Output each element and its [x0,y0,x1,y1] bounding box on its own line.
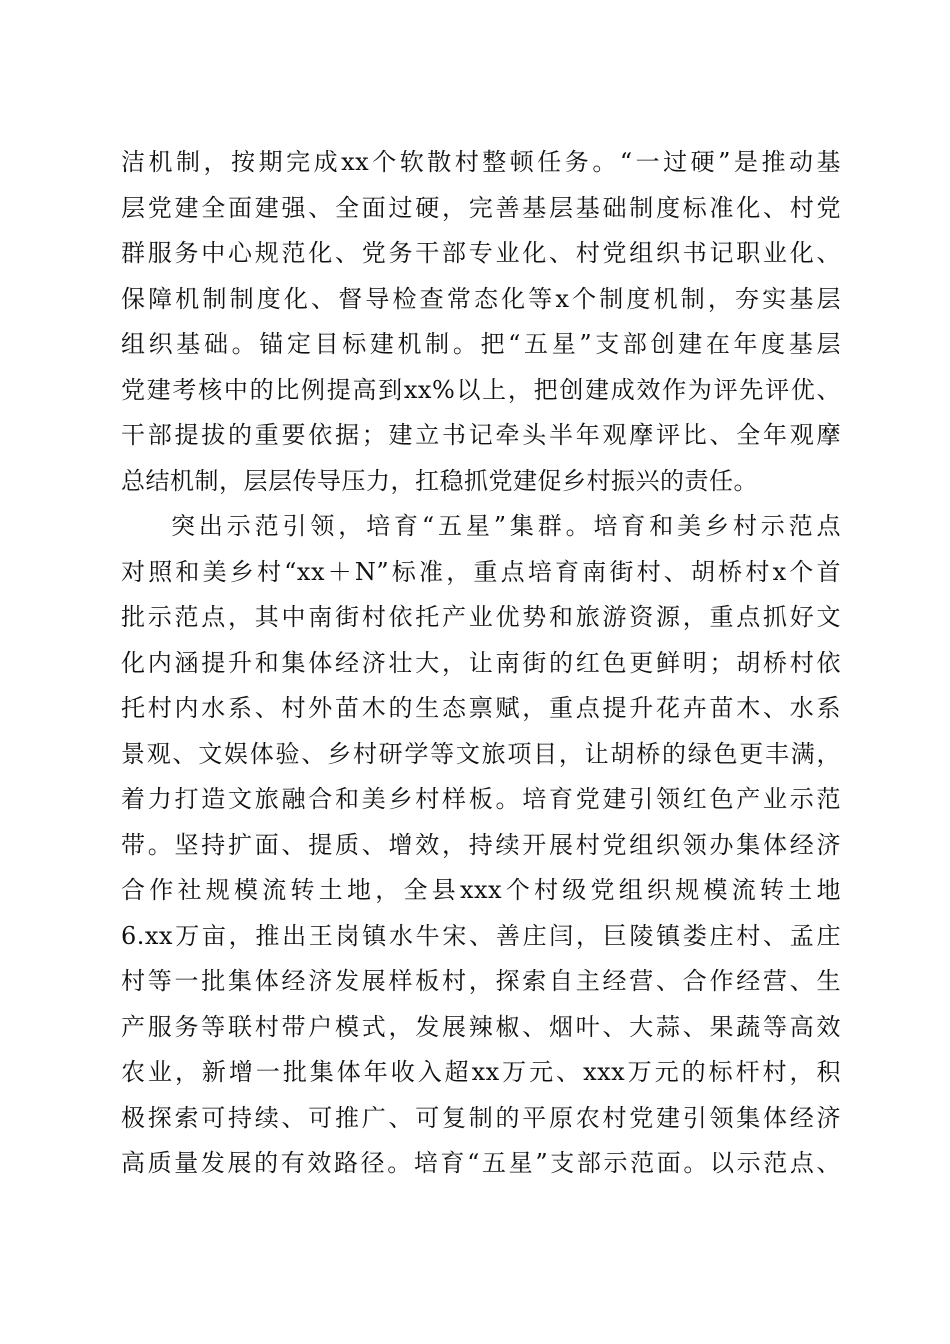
paragraph-2 [121,504,841,1187]
text-line: 6.xx万亩，推出王岗镇水牛宋、善庄闫，巨陵镇娄庄村、孟庄 [121,921,841,950]
text-line: 群服务中心规范化、党务干部专业化、村党组织书记职业化、 [121,239,841,267]
text-line: 党建考核中的比例提高到xx%以上，把创建成效作为评先评优、 [121,375,841,404]
text-line: 总结机制，层层传导压力，扛稳抓党建促乡村振兴的责任。 [121,466,758,495]
document-body [121,140,841,1187]
text-line: 突出示范引领，培育“五星”集群。培育和美乡村示范点 [171,512,841,540]
text-line: 极探索可持续、可推广、可复制的平原农村党建引领集体经济 [121,1103,841,1132]
text-line: 化内涵提升和集体经济壮大，让南街的红色更鲜明；胡桥村依 [121,648,841,677]
text-line: 产服务等联村带户模式，发展辣椒、烟叶、大蒜、果蔬等高效 [121,1012,841,1041]
text-line: 村等一批集体经济发展样板村，探索自主经营、合作经营、生 [121,967,841,995]
text-line: 层党建全面建强、全面过硬，完善基层基础制度标准化、村党 [121,193,841,222]
text-line: 高质量发展的有效路径。培育“五星”支部示范面。以示范点、 [121,1149,841,1177]
paragraph-1 [121,140,841,504]
text-line: 农业，新增一批集体年收入超xx万元、xxx万元的标杆村，积 [121,1058,841,1086]
text-line: 着力打造文旅融合和美乡村样板。培育党建引领红色产业示范 [121,785,841,813]
text-line: 批示范点，其中南街村依托产业优势和旅游资源，重点抓好文 [121,603,841,631]
text-line: 组织基础。锚定目标建机制。把“五星”支部创建在年度基层 [121,330,841,358]
text-line: 对照和美乡村“xx＋N”标准，重点培育南街村、胡桥村x个首 [121,557,841,586]
text-line: 景观、文娱体验、乡村研学等文旅项目，让胡桥的绿色更丰满， [121,739,841,768]
text-line: 保障机制制度化、督导检查常态化等x个制度机制，夯实基层 [121,284,841,313]
text-line: 合作社规模流转土地，全县xxx个村级党组织规模流转土地 [121,876,841,904]
text-line: 托村内水系、村外苗木的生态禀赋，重点提升花卉苗木、水系 [121,694,841,722]
text-line: 洁机制，按期完成xx个软散村整顿任务。“一过硬”是推动基 [121,148,841,176]
text-line: 干部提拔的重要依据；建立书记牵头半年观摩评比、全年观摩 [121,421,841,449]
text-line: 带。坚持扩面、提质、增效，持续开展村党组织领办集体经济 [121,830,841,859]
